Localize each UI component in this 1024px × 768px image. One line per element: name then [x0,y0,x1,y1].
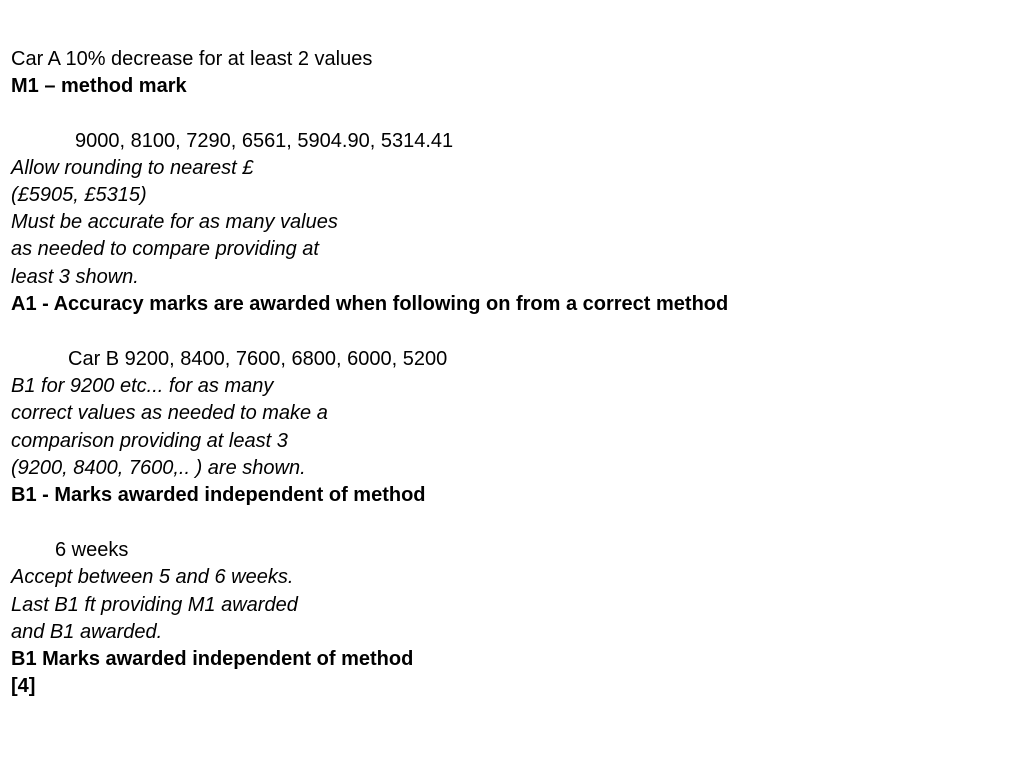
car-b-note: (9200, 8400, 7600,.. ) are shown. [11,457,306,479]
car-a-note: least 3 shown. [11,266,139,288]
car-a-note: as needed to compare providing at [11,238,319,260]
answer-note: Accept between 5 and 6 weeks. [11,566,294,588]
b1-mark-label: B1 - Marks awarded independent of method [11,484,426,506]
car-a-note: (£5905, £5315) [11,184,147,206]
car-b-values: Car B 9200, 8400, 7600, 6800, 6000, 5200 [68,348,448,370]
car-b-note: comparison providing at least 3 [11,430,288,452]
total-marks: [4] [11,675,36,697]
car-b-note: B1 for 9200 etc... for as many [11,375,274,397]
car-a-values: 9000, 8100, 7290, 6561, 5904.90, 5314.41 [75,130,454,152]
car-a-heading: Car A 10% decrease for at least 2 values [11,48,373,70]
car-a-note: Allow rounding to nearest £ [11,157,254,179]
accuracy-mark-label: A1 - Accuracy marks are awarded when following on from a correct method [11,293,729,315]
final-b1-mark-label: B1 Marks awarded independent of method [11,648,414,670]
car-b-note: correct values as needed to make a [11,402,328,424]
answer-note: Last B1 ft providing M1 awarded [11,594,298,616]
answer-note: and B1 awarded. [11,621,163,643]
method-mark-label: M1 – method mark [11,75,187,97]
car-a-note: Must be accurate for as many values [11,211,338,233]
answer-weeks: 6 weeks [55,539,129,561]
